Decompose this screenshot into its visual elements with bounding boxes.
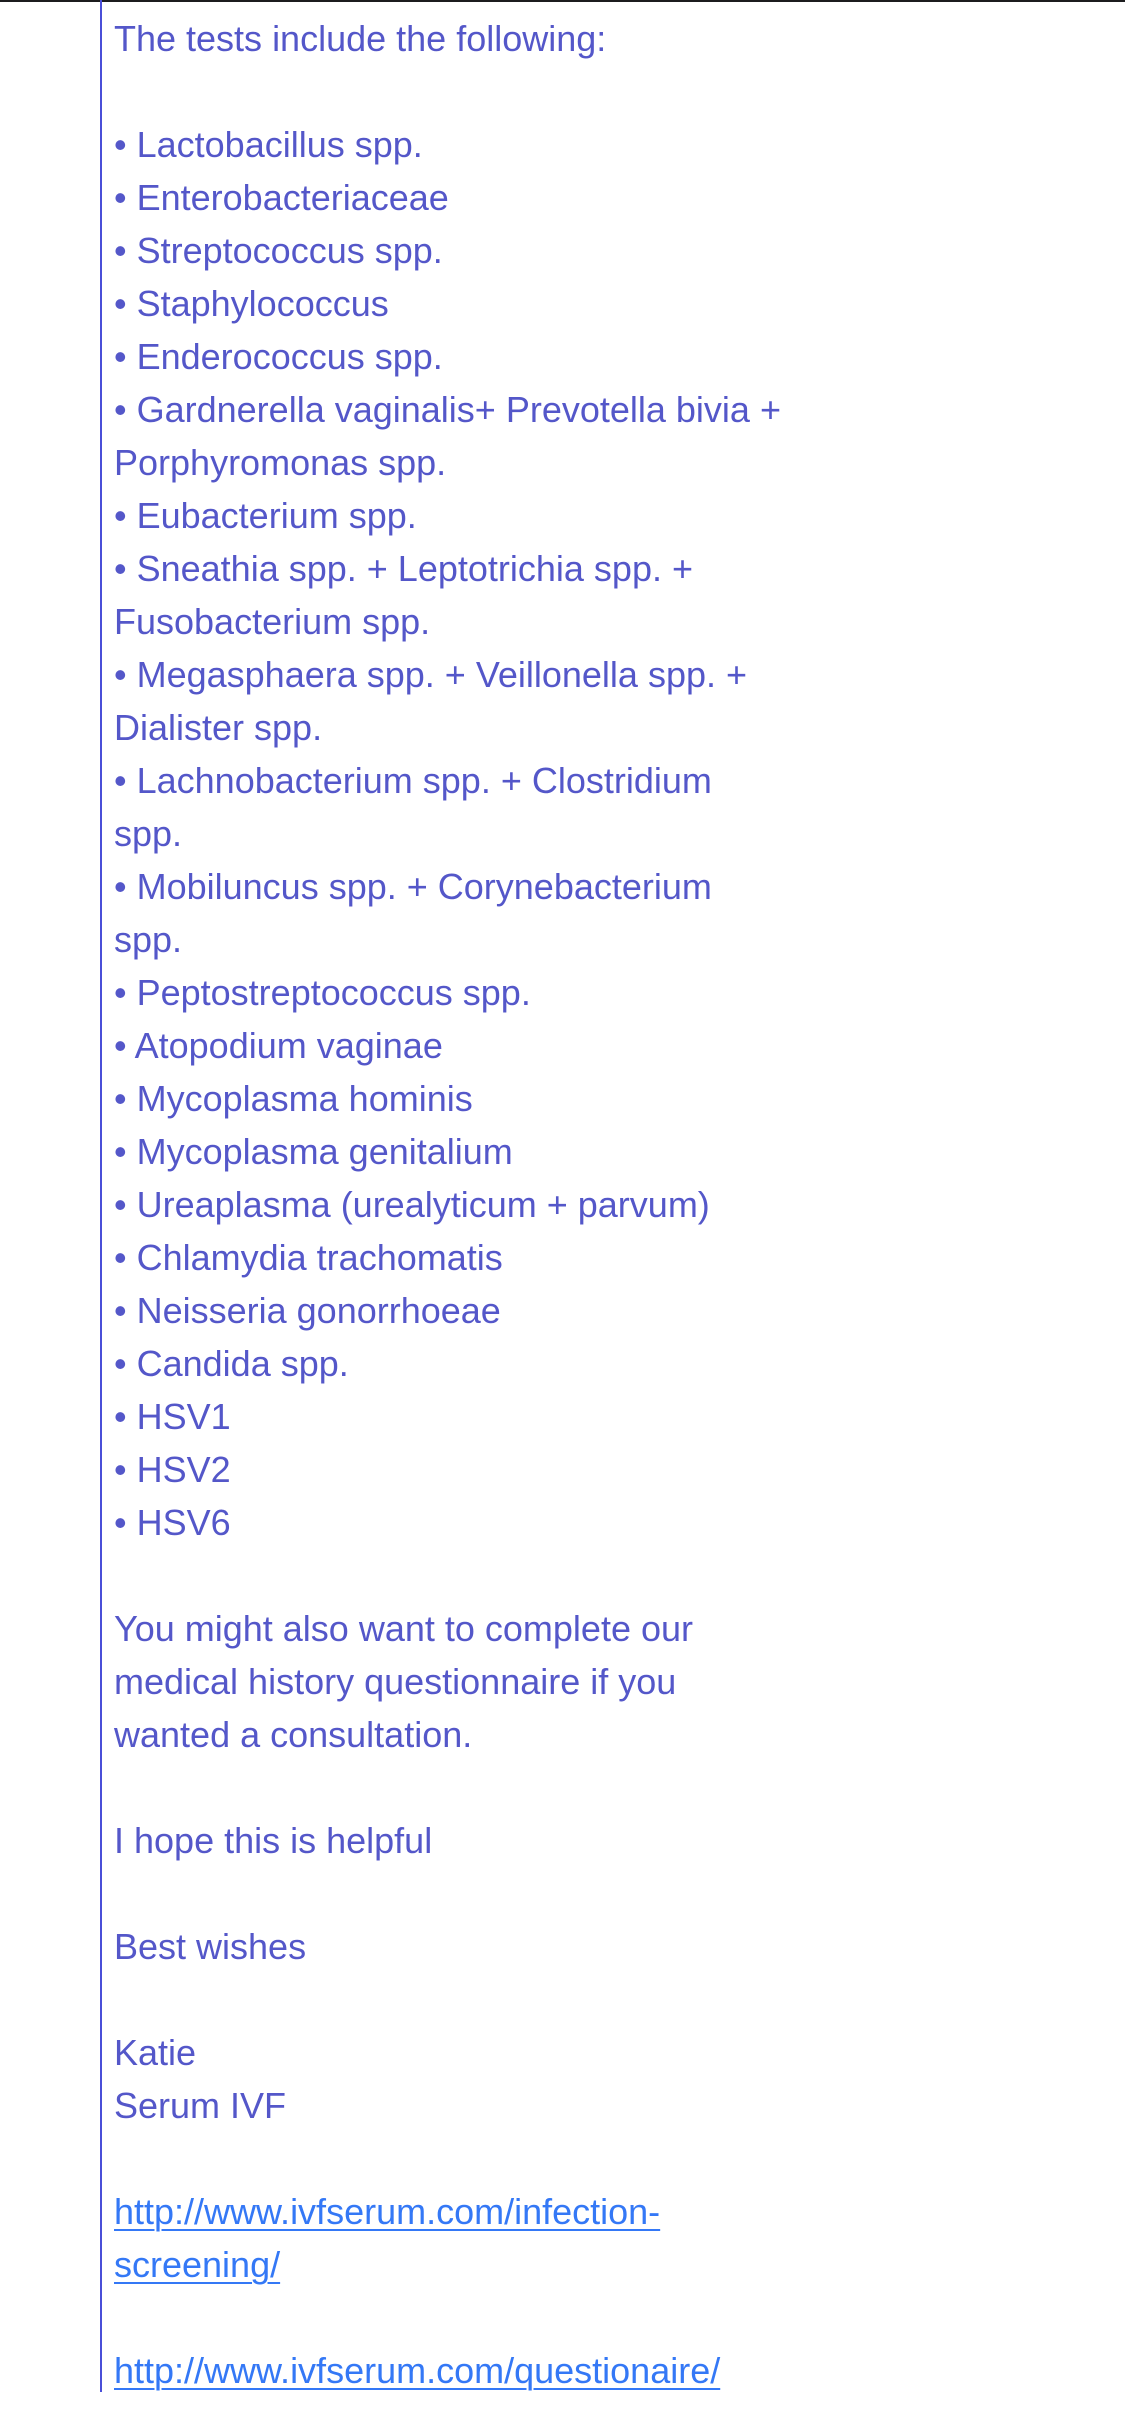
- list-item: • Sneathia spp. + Leptotrichia spp. + Fusobacterium spp.: [114, 548, 693, 642]
- questionnaire-note: You might also want to complete our medical history questionnaire if you wanted a consultation.: [114, 1608, 694, 1755]
- signoff-text: Best wishes: [114, 1926, 307, 1967]
- list-item: • Atopodium vaginae: [114, 1025, 443, 1066]
- list-item: • Lactobacillus spp.: [114, 124, 423, 165]
- tests-list: [114, 118, 914, 1549]
- list-item: • Megasphaera spp. + Veillonella spp. + Dialister spp.: [114, 654, 748, 748]
- list-item: • Mycoplasma hominis: [114, 1078, 473, 1119]
- list-item: • HSV1: [114, 1396, 231, 1437]
- list-item: • HSV2: [114, 1449, 231, 1490]
- questionnaire-link[interactable]: http://www.ivfserum.com/questionaire/: [114, 2350, 721, 2391]
- blank-line: [114, 1761, 914, 1814]
- list-item: • Candida spp.: [114, 1343, 349, 1384]
- list-item: • Mobiluncus spp. + Corynebacterium spp.: [114, 866, 712, 960]
- list-item: • HSV6: [114, 1502, 231, 1543]
- quoted-message-body: [114, 12, 914, 2397]
- blank-line: [114, 1973, 914, 2026]
- list-item: • Neisseria gonorrhoeae: [114, 1290, 501, 1331]
- list-item: • Gardnerella vaginalis+ Prevotella bivia + Porphyromonas spp.: [114, 389, 781, 483]
- list-item: • Lachnobacterium spp. + Clostridium spp.: [114, 760, 712, 854]
- list-item: • Ureaplasma (urealyticum + parvum): [114, 1184, 710, 1225]
- list-item: • Staphylococcus: [114, 283, 389, 324]
- quote-bar: [100, 0, 102, 2392]
- list-item: • Enterobacteriaceae: [114, 177, 449, 218]
- list-item: • Streptococcus spp.: [114, 230, 443, 271]
- blank-line: [114, 1549, 914, 1602]
- list-item: • Eubacterium spp.: [114, 495, 417, 536]
- list-item: • Chlamydia trachomatis: [114, 1237, 503, 1278]
- blank-line: [114, 2291, 914, 2344]
- list-item: • Enderococcus spp.: [114, 336, 443, 377]
- list-item: • Mycoplasma genitalium: [114, 1131, 513, 1172]
- sender-name: Katie: [114, 2032, 197, 2073]
- closing-text: I hope this is helpful: [114, 1820, 433, 1861]
- blank-line: [114, 1867, 914, 1920]
- list-item: • Peptostreptococcus spp.: [114, 972, 531, 1013]
- top-divider: [0, 0, 1125, 2]
- sender-company: Serum IVF: [114, 2085, 287, 2126]
- intro-text: The tests include the following:: [114, 18, 607, 59]
- infection-screening-link-line: [114, 2185, 914, 2291]
- blank-line: [114, 65, 914, 118]
- blank-line: [114, 2132, 914, 2185]
- questionnaire-link-line: [114, 2344, 914, 2397]
- infection-screening-link[interactable]: http://www.ivfserum.com/infection- screening/: [114, 2191, 661, 2285]
